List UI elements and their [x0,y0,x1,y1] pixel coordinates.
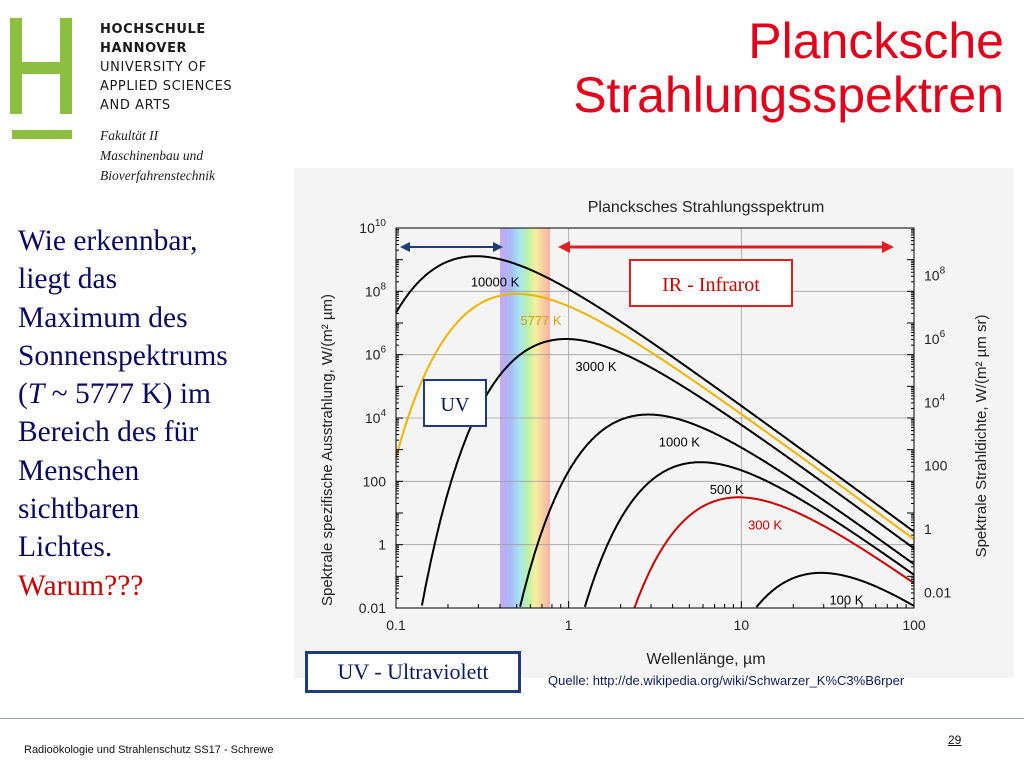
faculty-line: Maschinenbau und [100,148,204,163]
text-line: Maximum des [18,301,188,334]
chart-svg [294,168,1014,678]
text-line: Wie erkennbar, [18,225,198,257]
faculty-line: Bioverfahrenstechnik [100,168,215,183]
y-axis-label-right: Spektrale Strahldichte, W/(m² µm sr) [973,314,990,558]
y-tick-label-left: $10^4$ [364,408,386,426]
curve-label-10000k: 10000 K [470,274,520,290]
ir-label: IR - Infrarot [662,274,760,296]
university-name [100,20,232,115]
title-line-2: Strahlungsspektren [573,67,1004,123]
faculty-line: Fakultät II [100,128,159,143]
y-tick-label-left: $10^8$ [364,281,386,300]
university-line: HOCHSCHULE [100,22,206,37]
curve-label-100k: 100 K [829,592,864,608]
y-tick-label-left: $10^{10}$ [359,218,386,236]
title-line-1: Plancksche [748,13,1004,69]
text-line: Menschen [18,454,140,487]
x-tick-label: 100 [902,617,926,633]
uv-ultraviolet-box: UV - Ultraviolett [305,651,521,693]
temperature-symbol: T [27,378,45,411]
uv-label: UV [440,394,470,416]
x-tick-label: 1 [564,617,573,633]
y-tick-label-right: 1 [924,520,932,537]
curve-label-1000k: 1000 K [658,434,700,450]
y-tick-label-right: $10^4$ [924,392,946,411]
y-tick-label-left: 0.01 [358,600,386,616]
x-tick-label: 10 [733,617,750,633]
curve-label-300k: 300 K [748,517,783,533]
university-line: UNIVERSITY OF [100,60,207,75]
text-line: Sonnenspektrums [18,339,228,372]
text-line: sichtbaren [18,493,140,526]
chart-title: Plancksches Strahlungsspektrum [587,199,825,216]
page-number: 29 [948,733,962,747]
text-line: liegt das [18,263,118,296]
y-tick-label-right: 0.01 [924,584,952,601]
footer-divider [0,718,1024,719]
university-line: AND ARTS [100,98,171,113]
curve-label-3000k: 3000 K [575,358,617,374]
y-axis-label-left: Spektrale spezifische Ausstrahlung, W/(m² µm) [319,293,336,607]
text-line: Lichtes. [18,531,113,564]
faculty-name [100,126,215,186]
university-line: APPLIED SCIENCES [100,79,233,94]
y-tick-label-left: 1 [378,536,386,553]
explanation-text [18,222,308,605]
source-citation: Quelle: http://de.wikipedia.org/wiki/Schwarzer_K%C3%B6rper [548,673,905,688]
curve-label-500k: 500 K [709,482,744,498]
y-tick-label-left: $10^6$ [364,344,386,363]
footer-course: Radioökologie und Strahlenschutz SS17 - Schrewe [24,744,274,756]
text-line: Bereich des für [18,416,199,449]
planck-chart [294,168,1014,678]
university-line: HANNOVER [100,41,188,56]
y-tick-label-right: $10^8$ [924,265,946,284]
x-tick-label: 0.1 [386,617,406,633]
y-tick-label-left: 100 [362,473,386,490]
y-tick-label-right: 100 [924,457,948,474]
question-text: Warum??? [18,569,144,602]
curve-label-5777k: 5777 K [520,312,562,328]
text-line: (T ~ 5777 K) im [18,378,211,411]
page-title [573,14,1004,122]
university-logo [10,18,78,144]
y-tick-label-right: $10^6$ [924,328,946,347]
x-axis-label: Wellenlänge, µm [646,651,766,668]
